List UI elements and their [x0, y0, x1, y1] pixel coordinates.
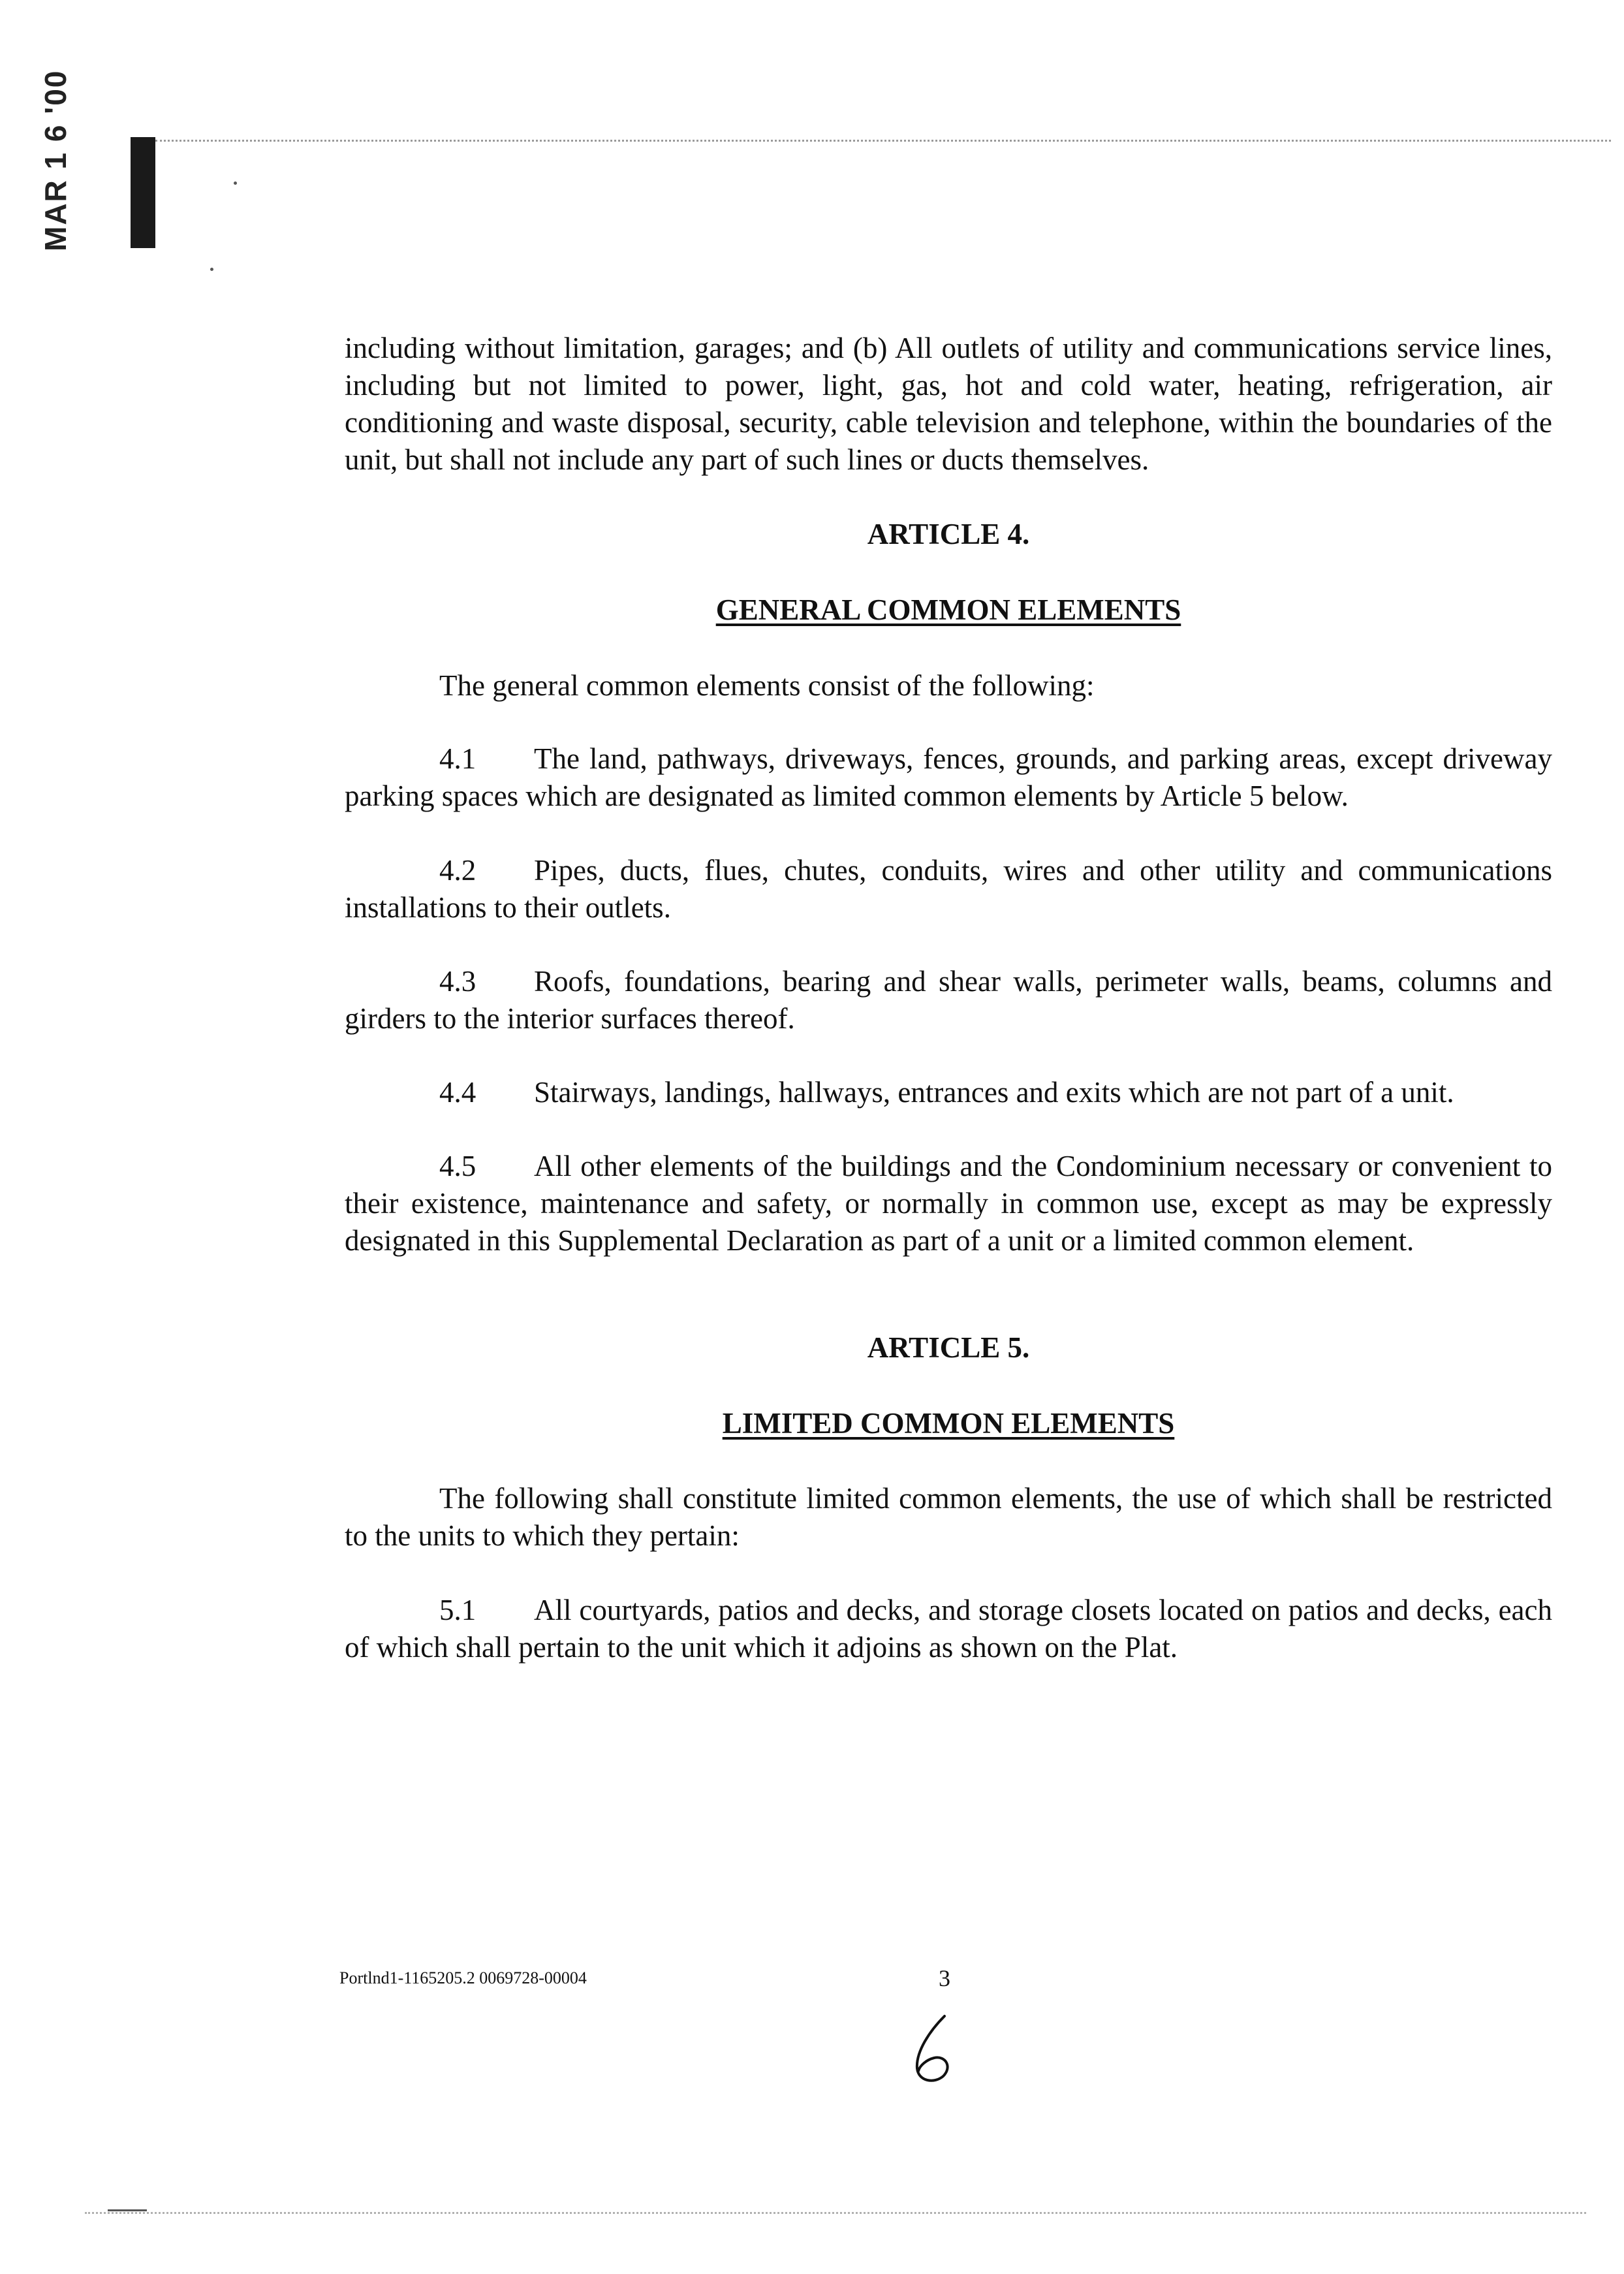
section-4-2 [345, 852, 1552, 926]
article-4-number: ARTICLE 4. [867, 518, 1030, 550]
scan-bottom-line [85, 2212, 1586, 2214]
section-number: 4.4 [439, 1076, 476, 1109]
section-text: All other elements of the buildings and the Condominium necessary or convenient to their existence, maintenance and safety, or normally in common use, except as may be expressly designated in this Supplemental Declaration as part of a unit or a limited common element. [345, 1150, 1552, 1257]
scan-bottom-dash [108, 2209, 147, 2211]
article-5-title [345, 1405, 1552, 1442]
section-text: Pipes, ducts, flues, chutes, conduits, wires and other utility and communications installations to their outlets. [345, 854, 1552, 924]
section-4-1 [345, 740, 1552, 815]
section-4-3 [345, 963, 1552, 1037]
scan-speck [210, 268, 213, 271]
article-5-number: ARTICLE 5. [867, 1331, 1030, 1364]
section-number: 4.1 [439, 742, 476, 775]
section-5-1 [345, 1592, 1552, 1666]
article-5-title-text: LIMITED COMMON ELEMENTS [722, 1407, 1175, 1440]
received-date-stamp: MAR 1 6 '00 [39, 69, 72, 251]
section-number: 5.1 [439, 1594, 476, 1626]
section-text: The land, pathways, driveways, fences, grounds, and parking areas, except driveway parking spaces which are designated as limited common elements by Article 5 below. [345, 742, 1552, 812]
scan-edge-line [155, 140, 1611, 142]
section-4-5 [345, 1148, 1552, 1259]
article-4-title-text: GENERAL COMMON ELEMENTS [715, 593, 1181, 626]
handwritten-page-number-6 [904, 2011, 969, 2089]
section-text: Stairways, landings, hallways, entrances and exits which are not part of a unit. [534, 1076, 1454, 1109]
section-text: All courtyards, patios and decks, and storage closets located on patios and decks, each of which shall pertain to the unit which it adjoins as shown on the Plat. [345, 1594, 1552, 1664]
section-4-4 [345, 1074, 1552, 1111]
scan-speck [234, 182, 237, 185]
article-5-lead: The following shall constitute limited common elements, the use of which shall be restricted to the units to which they pertain: [345, 1482, 1552, 1552]
section-text: Roofs, foundations, bearing and shear walls, perimeter walls, beams, columns and girders to the interior surfaces thereof. [345, 965, 1552, 1035]
article-4-title [345, 592, 1552, 629]
section-number: 4.3 [439, 965, 476, 998]
page-number: 3 [939, 1965, 950, 1991]
scan-stamp-bar [131, 137, 155, 248]
section-number: 4.5 [439, 1150, 476, 1182]
intro-paragraph: including without limitation, garages; and (b) All outlets of utility and communications service lines, including but not limited to power, light, gas, hot and cold water, heating, refrigeration, air conditioning and waste disposal, security, cable television and telephone, within the boundaries of the unit, but shall not include any part of such lines or ducts themselves. [345, 332, 1552, 476]
document-id-footer: Portlnd1-1165205.2 0069728-00004 [339, 1968, 587, 1987]
article-4-lead: The general common elements consist of the following: [439, 669, 1095, 702]
section-number: 4.2 [439, 854, 476, 887]
